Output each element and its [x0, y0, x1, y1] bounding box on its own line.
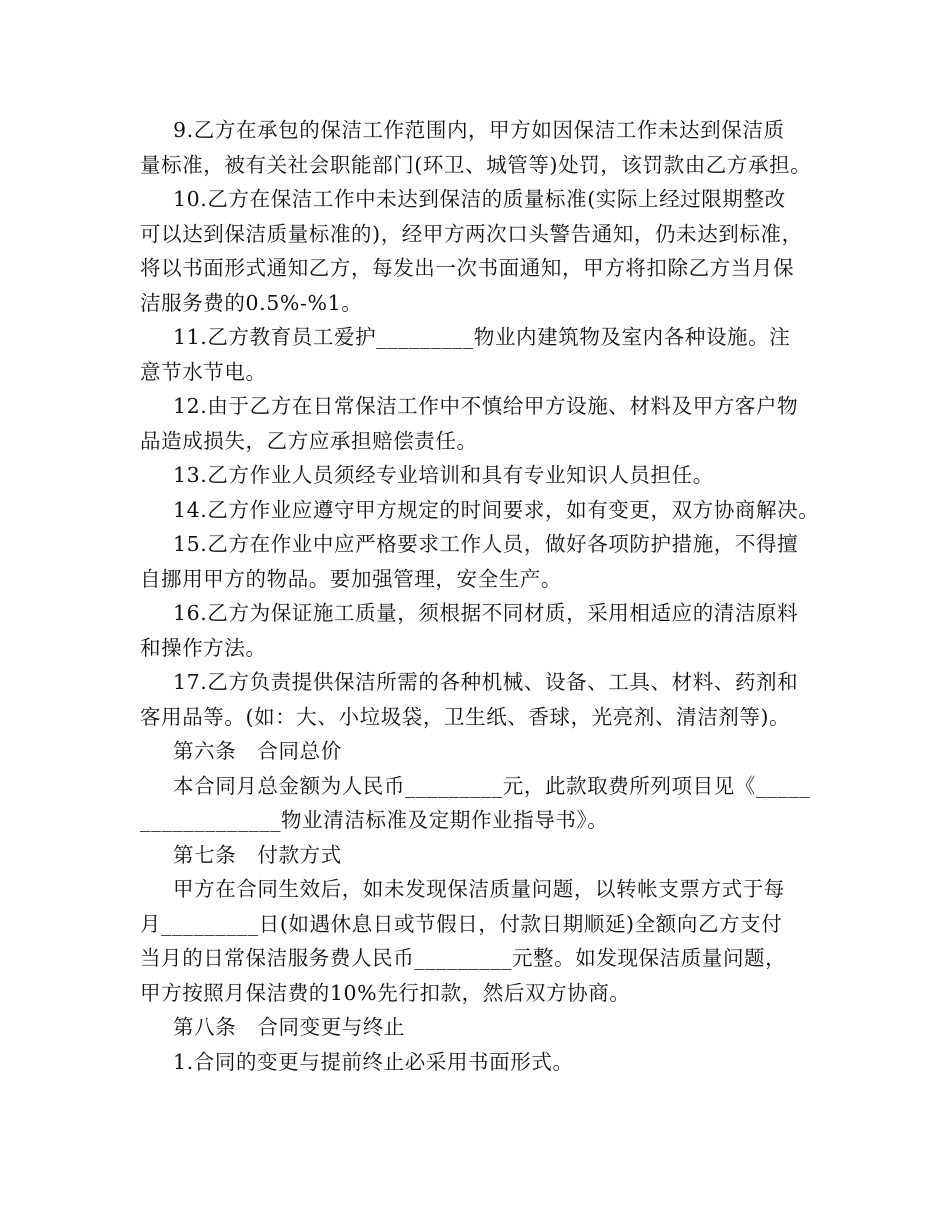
paragraph-line: 9.乙方在承包的保洁工作范围内，甲方如因保洁工作未达到保洁质 — [173, 118, 785, 142]
section-heading: 第六条 合同总价 — [173, 739, 342, 763]
paragraph-line: 甲方按照月保洁费的10%先行扣款，然后双方协商。 — [140, 980, 631, 1005]
paragraph-line: 将以书面形式通知乙方，每发出一次书面通知，甲方将扣除乙方当月保 — [140, 256, 795, 280]
section-heading: 第七条 付款方式 — [173, 842, 342, 867]
paragraph-line: 量标准，被有关社会职能部门(环卫、城管等)处罚，该罚款由乙方承担。 — [140, 152, 812, 177]
paragraph-line: 自挪用甲方的物品。要加强管理，安全生产。 — [140, 566, 562, 591]
paragraph-line: 13.乙方作业人员须经专业培训和具有专业知识人员担任。 — [173, 463, 714, 487]
paragraph-line: 月_________日(如遇休息日或节假日，付款日期顺延)全额向乙方支付 — [140, 911, 783, 936]
paragraph-line: 14.乙方作业应遵守甲方规定的时间要求，如有变更，双方协商解决。 — [173, 497, 820, 522]
section-heading: 第八条 合同变更与终止 — [173, 1015, 406, 1039]
paragraph-line: 本合同月总金额为人民币_________元，此款取费所列项目见《_____ — [173, 773, 811, 798]
paragraph-line: 17.乙方负责提供保洁所需的各种机械、设备、工具、材料、药剂和 — [173, 670, 799, 694]
paragraph-line: _____________物业清洁标准及定期作业指导书》。 — [140, 808, 609, 832]
paragraph-line: 12.由于乙方在日常保洁工作中不慎给甲方设施、材料及甲方客户物 — [173, 394, 799, 418]
paragraph-line: 15.乙方在作业中应严格要求工作人员，做好各项防护措施，不得擅 — [173, 532, 799, 556]
paragraph-line: 和操作方法。 — [140, 635, 267, 660]
paragraph-line: 当月的日常保洁服务费人民币_________元整。如发现保洁质量问题， — [140, 946, 787, 970]
paragraph-line: 16.乙方为保证施工质量，须根据不同材质，采用相适应的清洁原料 — [173, 601, 799, 625]
paragraph-line: 1.合同的变更与提前终止必采用书面形式。 — [173, 1049, 574, 1074]
paragraph-line: 10.乙方在保洁工作中未达到保洁的质量标准(实际上经过限期整改 — [173, 187, 786, 211]
paragraph-line: 可以达到保洁质量标准的)，经甲方两次口头警告通知，仍未达到标准， — [140, 221, 803, 246]
paragraph-line: 品造成损失，乙方应承担赔偿责任。 — [140, 428, 478, 453]
paragraph-line: 意节水节电。 — [140, 359, 267, 384]
paragraph-line: 11.乙方教育员工爱护_________物业内建筑物及室内各种设施。注 — [173, 325, 791, 349]
paragraph-line: 洁服务费的0.5%-%1。 — [140, 290, 363, 315]
paragraph-line: 甲方在合同生效后，如未发现保洁质量问题，以转帐支票方式于每 — [173, 877, 785, 901]
paragraph-line: 客用品等。(如：大、小垃圾袋，卫生纸、香球，光亮剂、清洁剂等)。 — [140, 704, 791, 729]
